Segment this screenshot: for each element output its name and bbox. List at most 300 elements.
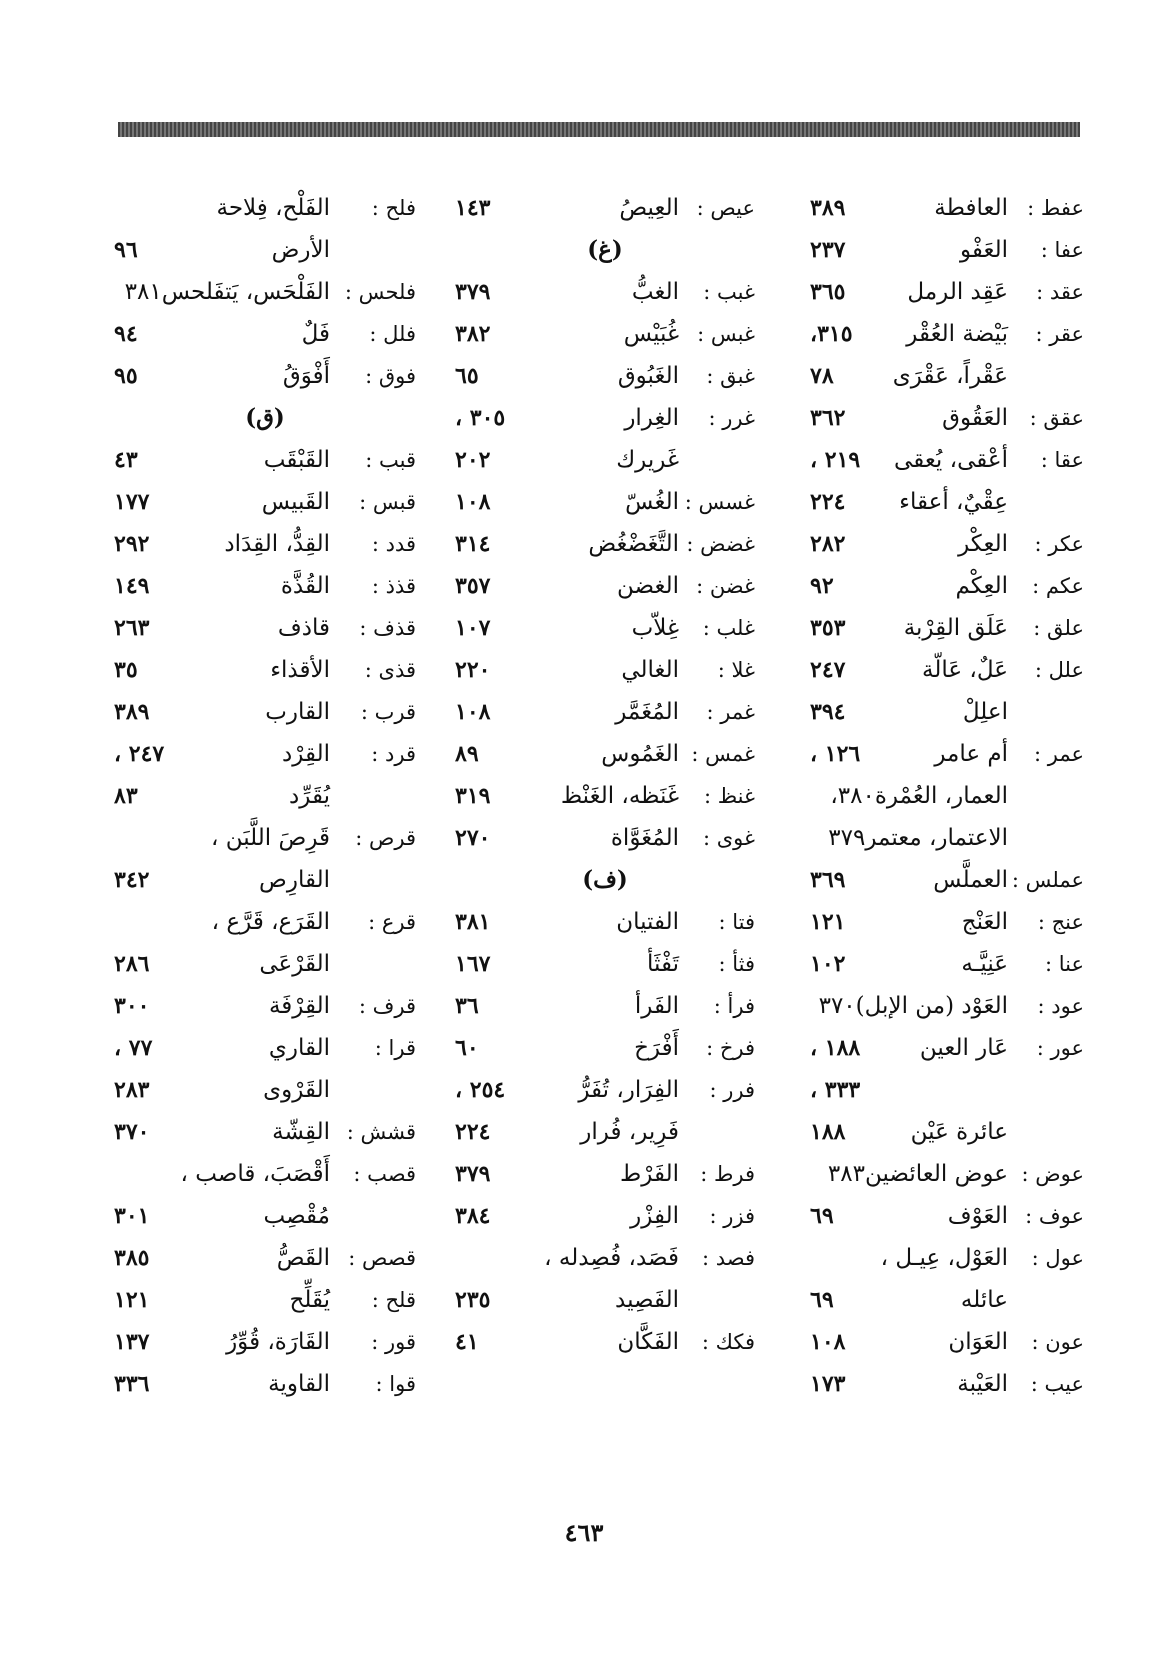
index-entry: [455, 187, 755, 229]
index-entry: [455, 691, 755, 733]
index-entry: [810, 187, 1084, 229]
entry-word: يُقَرِّد: [289, 783, 330, 809]
index-column-right: [810, 187, 1084, 1487]
index-entry: [114, 1321, 416, 1363]
root-key: قرب :: [360, 700, 416, 724]
index-entry: [455, 481, 755, 523]
root-key: عود :: [1037, 994, 1084, 1018]
entry-word: العَوْد (من الإبل)٣٧٠: [818, 993, 1008, 1019]
index-entry: [455, 1153, 755, 1195]
index-entry: [455, 1321, 755, 1363]
index-entry: [455, 1069, 755, 1111]
entry-word: الفَصِيد: [615, 1287, 679, 1313]
page-reference: ٣٧٩: [455, 1161, 491, 1187]
root-key: غمس :: [691, 742, 755, 766]
entry-word: الفِزْر: [630, 1203, 679, 1229]
page-reference: ٢١٩ ،: [810, 447, 861, 473]
entry-word: القَرَع، قَرَّع ،: [211, 909, 330, 935]
index-entry: [810, 691, 1084, 733]
root-key: قذف :: [359, 616, 416, 640]
page-reference: ٣٨١: [455, 909, 491, 935]
entry-word: فَرِير، فُرار: [580, 1119, 679, 1145]
page-reference: ٩٢: [810, 573, 834, 599]
entry-word: عَلٌ، عَالّة: [922, 657, 1008, 683]
page-reference: ١٨٨: [810, 1119, 846, 1145]
index-entry: [114, 1279, 416, 1321]
root-key: عوف :: [1025, 1204, 1084, 1228]
index-entry: [455, 1237, 755, 1279]
page-reference: ٢٨٣: [114, 1077, 150, 1103]
root-key: عون :: [1031, 1330, 1084, 1354]
page-reference: ٦٩: [810, 1287, 834, 1313]
page-reference: ٣٧٩: [455, 279, 491, 305]
page-reference: ٣١٤: [455, 531, 491, 557]
entry-word: العَيْبة: [957, 1371, 1008, 1397]
page-reference: ١٢١: [114, 1287, 150, 1313]
page-reference: ٢٥٤ ،: [455, 1077, 506, 1103]
entry-word: العِكْم: [955, 573, 1008, 599]
index-entry: [455, 565, 755, 607]
index-entry: [455, 943, 755, 985]
root-key: عيب :: [1030, 1372, 1084, 1396]
page-reference: ٤١: [455, 1329, 479, 1355]
page-reference: ٣١٩: [455, 783, 491, 809]
index-entry: [114, 229, 416, 271]
index-entry: [455, 355, 755, 397]
index-entry: [810, 985, 1084, 1027]
index-entry: [810, 733, 1084, 775]
index-entry: [810, 1237, 1084, 1279]
root-key: غسس :: [684, 490, 755, 514]
page-number: ٤٦٣: [564, 1518, 604, 1547]
index-column-left: [114, 187, 416, 1487]
page-reference: ٣٦: [455, 993, 479, 1019]
root-key: عول :: [1031, 1246, 1084, 1270]
index-entry: [114, 1111, 416, 1153]
page-reference: ٣٦٥: [810, 279, 846, 305]
entry-word: عَنِيَّـه: [961, 951, 1008, 977]
entry-word: القَارَة، قُوِّرُ: [226, 1329, 330, 1355]
entry-word: عَار العين: [919, 1035, 1008, 1061]
entry-word: العِكْر: [958, 531, 1008, 557]
page-reference: ٣٥٣: [810, 615, 846, 641]
index-entry: [114, 1195, 416, 1237]
entry-word: الغَبُوق: [617, 363, 679, 389]
index-entry: [114, 943, 416, 985]
entry-word: الفِرَار، تُفَرُّ: [578, 1077, 679, 1103]
entry-word: المُغَمَّر: [615, 699, 679, 725]
page-reference: ٦٩: [810, 1203, 834, 1229]
index-entry: [810, 271, 1084, 313]
entry-word: العَفْو: [959, 237, 1008, 263]
index-entry: [455, 1111, 755, 1153]
page-reference: ٨٣: [114, 783, 138, 809]
root-key: قرف :: [358, 994, 416, 1018]
index-entry: [114, 187, 416, 229]
page-reference: ١٦٧: [455, 951, 491, 977]
index-entry: [810, 607, 1084, 649]
index-entry: [810, 1069, 1084, 1111]
root-key: غوى :: [702, 826, 755, 850]
page-reference: ١٠٨: [810, 1329, 846, 1355]
page-reference: ٦٥: [455, 363, 479, 389]
page-reference: ٣٠٥ ،: [455, 405, 506, 431]
page-reference: ٩٦: [114, 237, 138, 263]
entry-word: العَوَان: [948, 1329, 1008, 1355]
entry-word: العَوْل، عِيـل ،: [880, 1245, 1008, 1271]
page-reference: ١٣٧: [114, 1329, 150, 1355]
root-key: قصب :: [353, 1162, 416, 1186]
entry-word: العَقُوق: [942, 405, 1008, 431]
root-key: عوض :: [1021, 1162, 1084, 1186]
entry-word: مُقْصِب: [263, 1203, 330, 1229]
page-reference: ٨٩: [455, 741, 479, 767]
page-reference: ٢٤٧: [810, 657, 846, 683]
index-entry: [114, 901, 416, 943]
index-entry: [114, 1069, 416, 1111]
index-entry: [114, 1027, 416, 1069]
page-reference: ٣٤٢: [114, 867, 150, 893]
root-key: عمر :: [1033, 742, 1084, 766]
entry-word: عائرة عَيْن: [910, 1119, 1008, 1145]
entry-word: عَقِد الرمل: [907, 279, 1008, 305]
root-key: عور :: [1036, 1036, 1084, 1060]
entry-word: يُقَلِّح: [289, 1287, 330, 1313]
root-key: قبب :: [365, 448, 416, 472]
page-reference: ٣٥٧: [455, 573, 491, 599]
entry-word: عِقْيٌ، أعقاء: [899, 489, 1008, 515]
root-key: فلحس :: [344, 280, 416, 304]
page-reference: ٢٦٣: [114, 615, 150, 641]
index-entry: [810, 943, 1084, 985]
root-key: قرع :: [368, 910, 416, 934]
entry-word: فَلٌ: [301, 321, 330, 347]
entry-word: المُغَوَّاة: [610, 825, 679, 851]
entry-word: غَريرك: [616, 447, 679, 473]
page-reference: ٣١٥،: [810, 321, 853, 347]
root-key: فثأ :: [718, 952, 755, 976]
page-reference: ٣٠١: [114, 1203, 150, 1229]
root-key: عكم :: [1032, 574, 1084, 598]
entry-word: أَفْوَقُ: [282, 363, 330, 389]
entry-word: الفَرْط: [620, 1161, 679, 1187]
entry-word: عَلَق القِرْبة: [903, 615, 1008, 641]
index-entry: [114, 313, 416, 355]
entry-word: القاري: [268, 1035, 330, 1061]
letter-heading: (ف): [582, 866, 628, 893]
entry-word: عَقْراً، عَقْرَى: [892, 363, 1008, 389]
entry-word: التَّغَضْغُض: [588, 531, 679, 557]
page-reference: ٢٣٥: [455, 1287, 491, 1313]
index-entry: [810, 649, 1084, 691]
index-entry: [114, 271, 416, 313]
page-reference: ٣٣٦: [114, 1371, 150, 1397]
root-key: عقق :: [1029, 406, 1084, 430]
page-reference: ١٢٦ ،: [810, 741, 861, 767]
entry-word: تَفْثَأ: [647, 951, 679, 977]
entry-word: العملَّس: [933, 867, 1008, 893]
entry-word: العَنْج: [961, 909, 1008, 935]
page-reference: ٢٤٧ ،: [114, 741, 165, 767]
root-key: غضن :: [696, 574, 755, 598]
root-key: غبس :: [697, 322, 755, 346]
root-key: غبب :: [703, 280, 755, 304]
index-entry: [114, 523, 416, 565]
entry-word: أم عامر: [934, 741, 1008, 767]
entry-word: القِرْد: [282, 741, 330, 767]
index-entry: [114, 775, 416, 817]
page-reference: ٢٠٢: [455, 447, 491, 473]
entry-word: الفَلْح، فِلاحة: [216, 195, 330, 221]
index-entry: [810, 859, 1084, 901]
page-reference: ٩٥: [114, 363, 138, 389]
root-key: غرر :: [708, 406, 755, 430]
root-key: قرا :: [374, 1036, 416, 1060]
entry-word: القِدُّ، القِدَاد: [224, 531, 330, 557]
entry-word: العمار، العُمْرة٣٨٠،: [830, 783, 1008, 809]
page-reference: ١٧٣: [810, 1371, 846, 1397]
page-reference: ٣٨٢: [455, 321, 491, 347]
page-reference: ١٢١: [810, 909, 846, 935]
page-reference: ٢٢٠: [455, 657, 491, 683]
index-entry: [810, 1153, 1084, 1195]
entry-word: القَصُّ: [276, 1245, 330, 1271]
page-reference: ٣٥: [114, 657, 138, 683]
root-key: فلح :: [371, 196, 416, 220]
page-reference: ٩٤: [114, 321, 138, 347]
entry-word: القِشّة: [272, 1119, 330, 1145]
page-reference: ٣٠٠: [114, 993, 150, 1019]
page-reference: ٢٧٠: [455, 825, 491, 851]
entry-word: القَرْوى: [263, 1077, 330, 1103]
index-entry: [455, 523, 755, 565]
page-reference: ٣٧٠: [114, 1119, 150, 1145]
root-key: غلب :: [702, 616, 755, 640]
root-key: فصد :: [701, 1246, 755, 1270]
index-entry: [114, 733, 416, 775]
entry-word: عائله: [960, 1287, 1008, 1313]
page-reference: ١٠٨: [455, 489, 491, 515]
page-reference: ٣٨٩: [810, 195, 846, 221]
page-reference: ٣٦٢: [810, 405, 846, 431]
entry-word: أَقْصَبَ، قاصب ،: [180, 1161, 330, 1187]
root-key: عملس :: [1011, 868, 1084, 892]
root-key: قبس :: [359, 490, 416, 514]
index-entry: [455, 271, 755, 313]
root-key: قور :: [371, 1330, 416, 1354]
index-entry: [810, 523, 1084, 565]
index-entry: [114, 649, 416, 691]
root-key: عفط :: [1027, 196, 1084, 220]
page-reference: ٣٩٤: [810, 699, 846, 725]
root-key: علق :: [1033, 616, 1084, 640]
root-key: فرخ :: [706, 1036, 755, 1060]
index-entry: [114, 565, 416, 607]
page-reference: ١٠٧: [455, 615, 491, 641]
index-entry: [810, 901, 1084, 943]
root-key: عنج :: [1037, 910, 1084, 934]
entry-word: الغضن: [617, 573, 679, 599]
root-key: قشش :: [346, 1120, 416, 1144]
root-key: عفا :: [1040, 238, 1084, 262]
entry-word: القَرْعَى: [259, 951, 330, 977]
header-rule: [118, 122, 1080, 137]
index-entry: [455, 439, 755, 481]
index-entry: [455, 1279, 755, 1321]
index-entry: [114, 817, 416, 859]
page-reference: ٢٨٢: [810, 531, 846, 557]
root-key: قوا :: [375, 1372, 416, 1396]
page-reference: ٧٧ ،: [114, 1035, 153, 1061]
index-entry: [114, 1363, 416, 1405]
page-reference: ٣٣٣ ،: [810, 1077, 861, 1103]
index-entry: [455, 775, 755, 817]
index-entry: [455, 817, 755, 859]
entry-word: غَنَظه، الغَنْظ: [560, 783, 679, 809]
root-key: عكر :: [1034, 532, 1084, 556]
entry-word: القِرْفَة: [268, 993, 330, 1019]
index-entry: [810, 229, 1084, 271]
page-reference: ٣٨٤: [455, 1203, 491, 1229]
index-entry: [114, 481, 416, 523]
entry-word: الغُسّ: [625, 489, 679, 515]
entry-word: أعْقى، يُعقى: [894, 447, 1008, 473]
entry-word: الاعتمار، معتمر٣٧٩: [828, 825, 1008, 851]
index-entry: [455, 901, 755, 943]
root-key: غلا :: [717, 658, 755, 682]
entry-word: بَيْضة العُقْر: [906, 321, 1008, 347]
index-entry: [114, 1153, 416, 1195]
entry-word: القَبيس: [261, 489, 330, 515]
root-key: عقر :: [1035, 322, 1084, 346]
root-key: عقد :: [1036, 280, 1084, 304]
index-entry: [810, 565, 1084, 607]
letter-heading: (غ): [587, 236, 623, 263]
root-key: قذى :: [364, 658, 416, 682]
entry-word: غِلاّب: [631, 615, 679, 641]
index-entry: [114, 439, 416, 481]
root-key: غضض :: [686, 532, 755, 556]
index-entry: [114, 859, 416, 901]
page-reference: ١٤٣: [455, 195, 491, 221]
entry-word: قَرِصَ اللَّبَن ،: [211, 825, 330, 851]
root-key: غبق :: [706, 364, 755, 388]
root-key: فرر :: [709, 1078, 755, 1102]
root-key: غمر :: [706, 700, 755, 724]
root-key: قذذ :: [371, 574, 416, 598]
entry-word: الغَمُوس: [601, 741, 679, 767]
page-reference: ٣٨٩: [114, 699, 150, 725]
page-reference: ٢٣٧: [810, 237, 846, 263]
root-key: قرد :: [371, 742, 416, 766]
index-entry: [455, 985, 755, 1027]
entry-word: عوض العائضين٣٨٣: [827, 1161, 1008, 1187]
page-reference: ٢٩٢: [114, 531, 150, 557]
index-entry: [810, 1363, 1084, 1405]
entry-word: القَبْقَب: [263, 447, 330, 473]
entry-word: أَفْرَخ: [634, 1035, 679, 1061]
index-entry: [810, 817, 1084, 859]
entry-word: فَصَد، فُصِدله ،: [544, 1245, 679, 1271]
index-entry: [114, 607, 416, 649]
index-entry: [810, 397, 1084, 439]
root-key: علل :: [1034, 658, 1084, 682]
index-entry: [810, 775, 1084, 817]
entry-word: الغِرار: [624, 405, 679, 431]
index-entry: [455, 313, 755, 355]
page-reference: ١٨٨ ،: [810, 1035, 861, 1061]
page-reference: ٤٣: [114, 447, 138, 473]
index-entry: [455, 733, 755, 775]
root-key: غنظ :: [703, 784, 755, 808]
index-entry: [810, 1111, 1084, 1153]
page-reference: ٣٨٥: [114, 1245, 150, 1271]
root-key: قرص :: [355, 826, 416, 850]
index-entry: [810, 355, 1084, 397]
page-reference: ١٧٧: [114, 489, 150, 515]
root-key: فزر :: [709, 1204, 755, 1228]
index-column-middle: [455, 187, 755, 1487]
entry-word: الفتيان: [616, 909, 679, 935]
page-reference: ٢٢٤: [810, 489, 846, 515]
root-key: فرأ :: [713, 994, 755, 1018]
index-entry: [810, 1279, 1084, 1321]
index-entry: [810, 481, 1084, 523]
index-entry: [114, 985, 416, 1027]
index-entry: [810, 439, 1084, 481]
index-entry: [810, 1321, 1084, 1363]
entry-word: العِيصُ: [619, 195, 679, 221]
root-key: فلل :: [369, 322, 416, 346]
entry-word: الأقذاء: [270, 657, 330, 683]
root-key: فكك :: [701, 1330, 755, 1354]
page-reference: ١٠٨: [455, 699, 491, 725]
entry-word: غُبَيْس: [623, 321, 679, 347]
root-key: فتا :: [718, 910, 755, 934]
page-reference: ٣٦٩: [810, 867, 846, 893]
page-reference: ١٤٩: [114, 573, 150, 599]
page-reference: ٢٢٤: [455, 1119, 491, 1145]
page-reference: ٢٨٦: [114, 951, 150, 977]
entry-word: القاوية: [268, 1371, 330, 1397]
root-key: قلح :: [371, 1288, 416, 1312]
index-entry: [455, 397, 755, 439]
entry-word: العافطة: [934, 195, 1008, 221]
root-key: عيص :: [696, 196, 755, 220]
root-key: قصص :: [348, 1246, 416, 1270]
entry-word: الفَرأ: [634, 993, 679, 1019]
entry-word: الغبُّ: [631, 279, 679, 305]
entry-word: الغالي: [621, 657, 679, 683]
entry-word: اعلِلْ: [962, 699, 1008, 725]
root-key: فرط :: [700, 1162, 755, 1186]
letter-heading: (ق): [245, 404, 285, 431]
entry-word: الفَكَّان: [617, 1329, 679, 1355]
entry-word: القارب: [265, 699, 330, 725]
page-reference: ١٠٢: [810, 951, 846, 977]
entry-word: قاذف: [277, 615, 330, 641]
index-entry: [810, 1027, 1084, 1069]
page-reference: ٦٠: [455, 1035, 479, 1061]
index-entry: [810, 1195, 1084, 1237]
entry-word: الأرض: [271, 237, 330, 263]
root-key: عقا :: [1040, 448, 1084, 472]
index-entry: [114, 691, 416, 733]
root-key: قدد :: [371, 532, 416, 556]
entry-word: القارِص: [259, 867, 330, 893]
index-entry: [810, 313, 1084, 355]
root-key: عنا :: [1044, 952, 1084, 976]
